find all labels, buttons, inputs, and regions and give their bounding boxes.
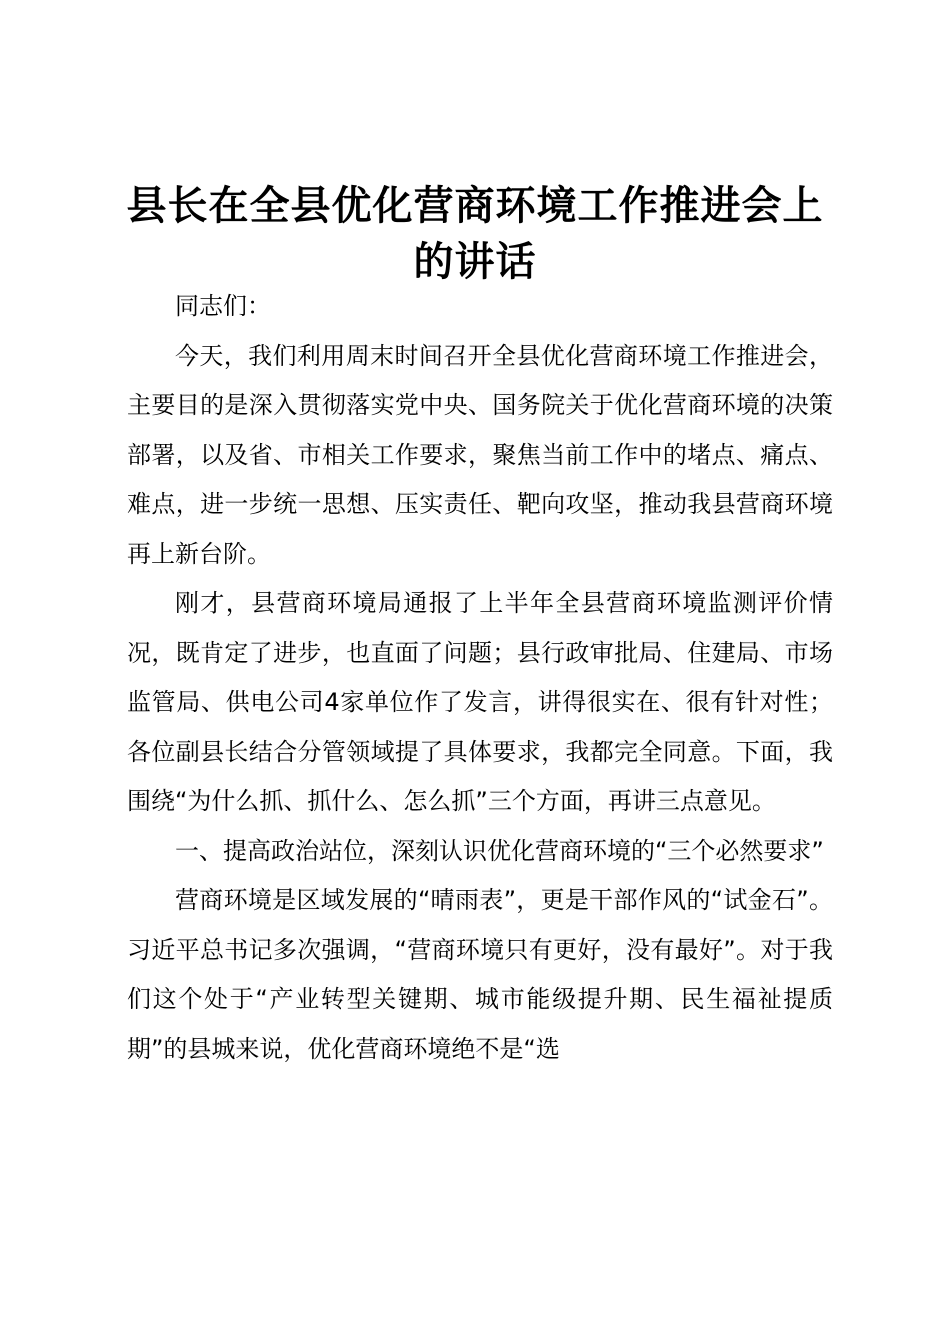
section-paragraph: 营商环境是区域发展的“晴雨表”，更是干部作风的“试金石”。习近平总书记多次强调，“营商环境只有更好，没有最好”。对于我们这个处于“产业转型关键期、城市能级提升期、民生福祉提质期”的县城来说，优化营商环境绝不是“选	[127, 886, 833, 1063]
section-heading: 一、提高政治站位，深刻认识优化营商环境的“三个必然要求”	[175, 836, 824, 865]
title-line-1: 县长在全县优化营商环境工作推进会上	[126, 182, 824, 229]
title-line-2: 的讲话	[413, 238, 537, 285]
salutation: 同志们：	[175, 292, 271, 320]
document-title	[110, 178, 840, 290]
document-body	[127, 282, 833, 1074]
paragraph-review: 刚才，县营商环境局通报了上半年全县营商环境监测评价情况，既肯定了进步，也直面了问题；县行政审批局、住建局、市场监管局、供电公司4家单位作了发言，讲得很实在、很有针对性；各位副县长结合分管领域提了具体要求，我都完全同意。下面，我围绕“为什么抓、抓什么、怎么抓”三个方面，再讲三点意见。	[127, 589, 833, 815]
paragraph-opening: 今天，我们利用周末时间召开全县优化营商环境工作推进会，主要目的是深入贯彻落实党中央、国务院关于优化营商环境的决策部署，以及省、市相关工作要求，聚焦当前工作中的堵点、痛点、难点，进一步统一思想、压实责任、靶向攻坚，推动我县营商环境再上新台阶。	[127, 341, 833, 568]
